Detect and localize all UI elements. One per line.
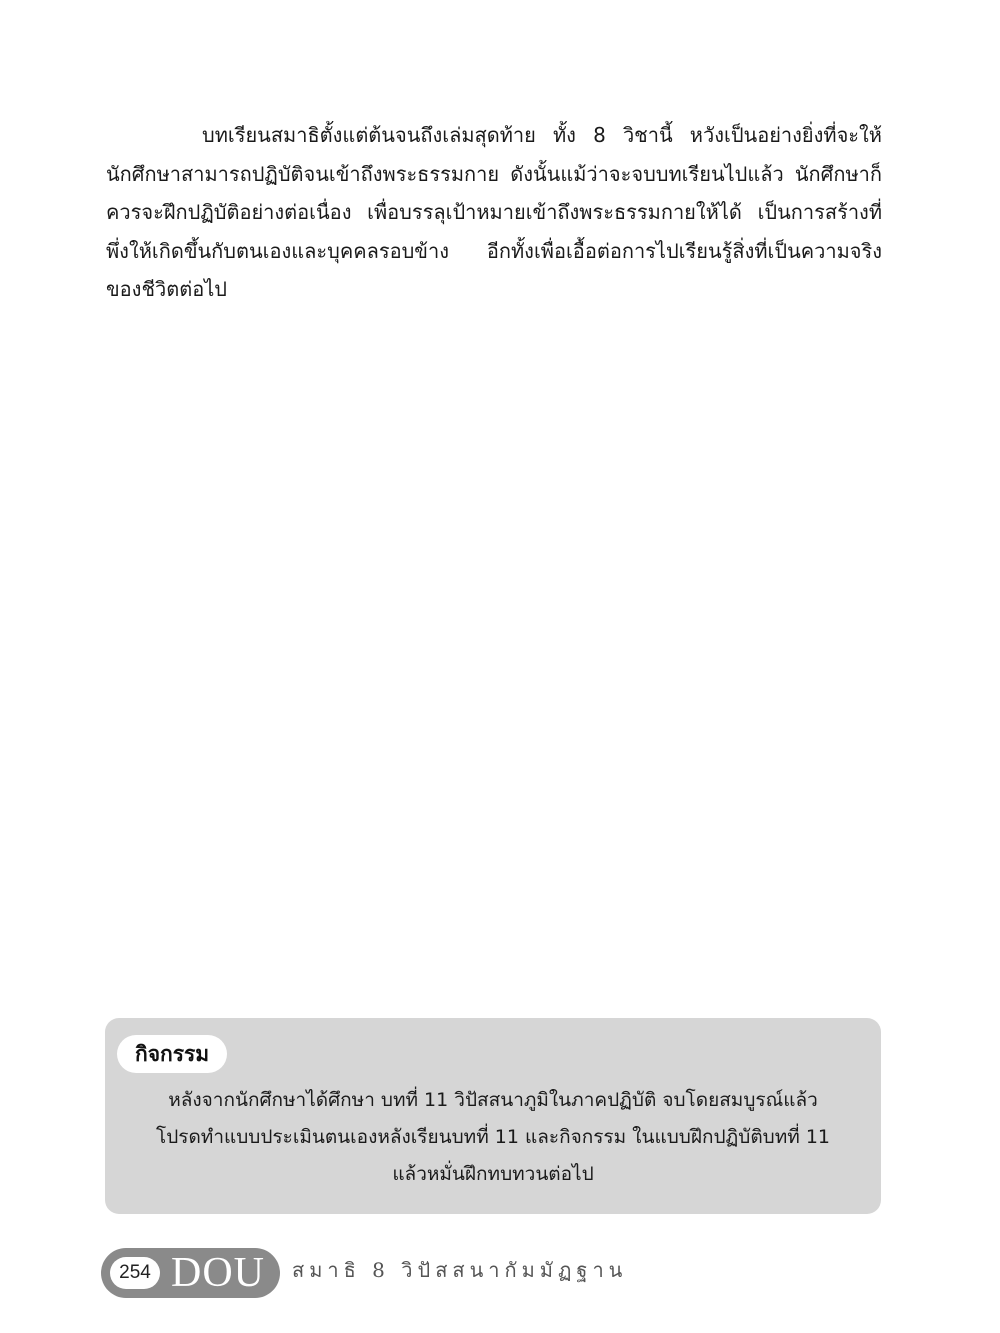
footer-badge (101, 1248, 280, 1298)
activity-label: กิจกรรม (117, 1035, 227, 1073)
activity-line: โปรดทำแบบประเมินตนเองหลังเรียนบทที่ 11 และกิจกรรม ในแบบฝึกปฏิบัติบทที่ 11 (155, 1126, 830, 1148)
activity-line: แล้วหมั่นฝึกทบทวนต่อไป (392, 1163, 594, 1185)
activity-box (105, 1018, 881, 1214)
brand-logo: DOU (171, 1250, 265, 1296)
activity-text (125, 1082, 861, 1193)
page-number: 254 (110, 1257, 160, 1289)
body-paragraph: บทเรียนสมาธิตั้งแต่ต้นจนถึงเล่มสุดท้าย ทั้ง 8 วิชานี้ หวังเป็นอย่างยิ่งที่จะให้นักศึกษาสามารถปฏิบัติจนเข้าถึงพระธรรมกาย ดังนั้นแม้ว่าจะจบบทเรียนไปแล้ว นักศึกษาก็ควรจะฝึกปฏิบัติอย่างต่อเนื่อง เพื่อบรรลุเป้าหมายเข้าถึงพระธรรมกายให้ได้ เป็นการสร้างที่พึ่งให้เกิดขึ้นกับตนเองและบุคคลรอบข้าง อีกทั้งเพื่อเอื้อต่อการไปเรียนรู้สิ่งที่เป็นความจริงของชีวิตต่อไป (106, 123, 882, 302)
book-title: สมาธิ 8 วิปัสสนากัมมัฏฐาน (292, 1258, 628, 1282)
activity-line: หลังจากนักศึกษาได้ศึกษา บทที่ 11 วิปัสสนาภูมิในภาคปฏิบัติ จบโดยสมบูรณ์แล้ว (168, 1089, 818, 1111)
